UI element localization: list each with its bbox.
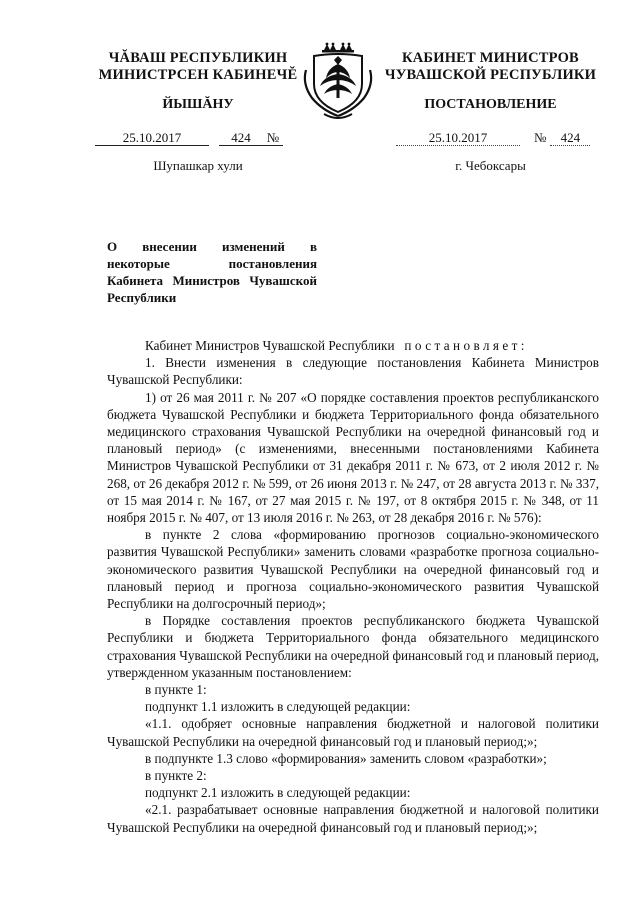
- header-left-doc-type: ЙЫШĂНУ: [162, 97, 234, 112]
- paragraph-7: «1.1. одобряет основные направления бюджетной и налоговой политики Чувашской Республики на очередной финансовый год и плановый период;»;: [107, 716, 599, 749]
- header-left-line2: МИНИСТРСЕН КАБИНЕЧĔ: [98, 67, 298, 83]
- header-left-line1: ЧĂВАШ РЕСПУБЛИКИН: [108, 50, 288, 66]
- header-right-line1: КАБИНЕТ МИНИСТРОВ: [402, 50, 579, 66]
- paragraph-6: подпункт 1.1 изложить в следующей редакции:: [145, 699, 411, 715]
- header-right-title: [378, 50, 603, 84]
- paragraph-1: 1. Внести изменения в следующие постановления Кабинета Министров Чувашской Республики:: [107, 355, 599, 388]
- paragraph-3: в пункте 2 слова «формированию прогнозов социально-экономического развития Чувашской Республики» заменить словами «разработке прогноза социально-экономического развития Чувашской Республики на очередной финансовый год и плановый период и прогноза социально-экономического развития Чувашской Республики на долгосрочный период»;: [107, 527, 599, 612]
- left-city: Шупашкар хули: [153, 158, 243, 173]
- intro-verb: постановляет:: [404, 338, 528, 353]
- left-date-number-line: [95, 130, 283, 146]
- right-city: г. Чебоксары: [455, 158, 526, 173]
- paragraph-5: в пункте 1:: [145, 682, 207, 698]
- paragraph-4: в Порядке составления проектов республиканского бюджета Чувашской Республики и бюджета Территориального фонда обязательного медицинского страхования Чувашской Республики на очередной финансовый год и плановый период, утвержденном указанным постановлением:: [107, 613, 599, 680]
- header-right-doc-type: ПОСТАНОВЛЕНИЕ: [424, 97, 557, 112]
- paragraph-10: подпункт 2.1 изложить в следующей редакции:: [145, 785, 411, 801]
- right-number: 424: [550, 130, 590, 146]
- right-date: 25.10.2017: [396, 130, 520, 146]
- left-number: 424: [219, 130, 263, 146]
- document-body: [107, 337, 599, 836]
- paragraph-8: в подпункте 1.3 слово «формирования» заменить словом «разработки»;: [145, 750, 547, 766]
- paragraph-9: в пункте 2:: [145, 768, 207, 784]
- coat-of-arms-emblem: [300, 40, 376, 120]
- intro-paragraph: [107, 337, 599, 354]
- paragraph-2: 1) от 26 мая 2011 г. № 207 «О порядке составления проектов республиканского бюджета Чувашской Республики и бюджета Территориального фонда обязательного медицинского страхования Чувашской Республики на очередной финансовый год и плановый период» (с изменениями, внесенными постановлениями Кабинета Министров Чувашской Республики от 31 декабря 2011 г. № 673, от 2 июля 2012 г. № 268, от 26 декабря 2012 г. № 599, от 26 июня 2013 г. № 247, от 28 августа 2013 г. № 337, от 15 мая 2014 г. № 167, от 27 мая 2015 г. № 197, от 8 октября 2015 г. № 348, от 11 ноября 2015 г. № 407, от 13 июля 2016 г. № 263, от 28 декабря 2016 г. № 576):: [107, 389, 599, 526]
- paragraph-11: «2.1. разрабатывает основные направления бюджетной и налоговой политики Чувашской Республики на очередной финансовый год и плановый период;»;: [107, 802, 599, 835]
- right-date-number-line: [396, 130, 590, 146]
- document-title: О внесении изменений в некоторые постановления Кабинета Министров Чувашской Республики: [107, 239, 317, 305]
- header-left-title: [98, 50, 298, 84]
- left-date: 25.10.2017: [95, 130, 209, 146]
- header-right-line2: ЧУВАШСКОЙ РЕСПУБЛИКИ: [384, 67, 597, 83]
- right-number-sign: №: [534, 130, 547, 145]
- intro-text: Кабинет Министров Чувашской Республики: [145, 338, 395, 353]
- left-number-sign: №: [263, 130, 283, 146]
